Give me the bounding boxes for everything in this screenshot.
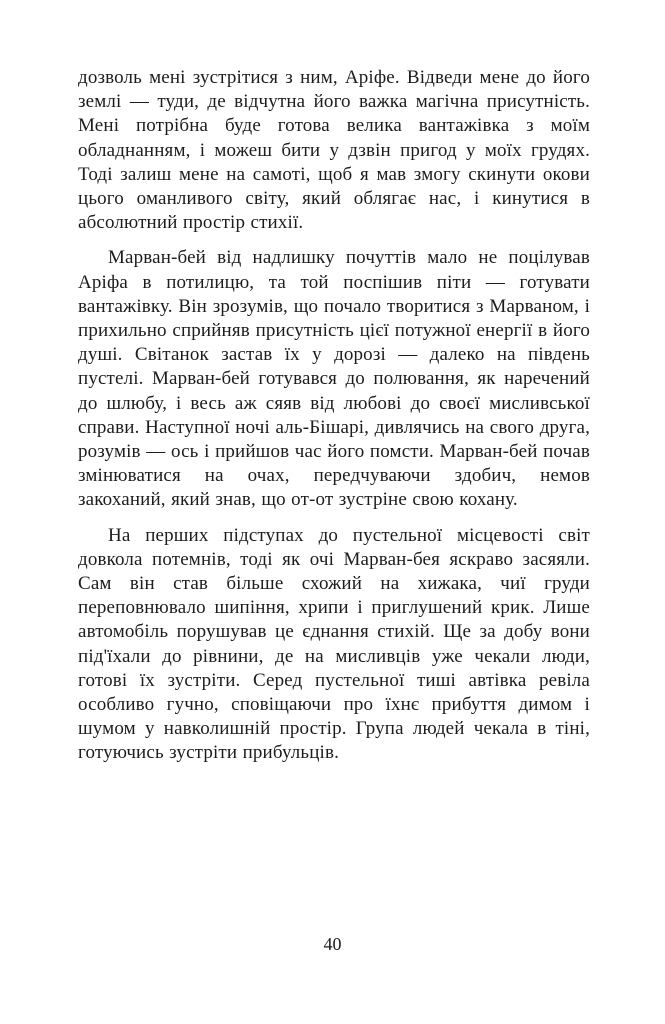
paragraph: Марван-бей від надлишку почуттів мало не поцілував Аріфа в потилицю, та той поспішив піти — готувати вантажівку. Він зрозумів, що почало творитися з Марваном, і прихильно сприйняв присутність цієї потужної енергії в його душі. Світанок застав їх у дорозі — далеко на південь пустелі. Марван-бей готувався до полювання, як наречений до шлюбу, і весь аж сяяв від любові до своєї мисливської справи. Наступної ночі аль-Бішарі, дивлячись на свого друга, розумів — ось і прийшов час його помсти. Марван-бей почав змінюватися на очах, передчуваючи здобич, немов закоханий, який знав, що от-от зустріне свою кохану.: [78, 247, 590, 511]
paragraph-continuation: дозволь мені зустрітися з ним, Аріфе. Відведи мене до його землі — туди, де відчутна його важка магічна присутність. Мені потрібна буде готова велика вантажівка з моїм обладнанням, і можеш бити у дзвін пригод у моїх грудях. Тоді залиш мене на самоті, щоб я мав змогу скинути окови цього оманливого світу, який облягає нас, і кинутися в абсолютний простір стихії.: [78, 67, 590, 234]
page-number: 40: [323, 934, 342, 954]
paragraph: На перших підступах до пустельної місцевості світ довкола потемнів, тоді як очі Марван-бея яскраво засяяли. Сам він став більше схожий на хижака, чиї груди переповнювало шипіння, хрипи і приглушений крик. Лише автомобіль порушував це єднання стихій. Ще за добу вони під'їхали до рівнини, де на мисливців уже чекали люди, готові їх зустріти. Серед пустельної тиші автівка ревіла особливо гучно, сповіщаючи про їхнє прибуття димом і шумом у навколишній простір. Група людей чекала в тіні, готуючись зустріти прибульців.: [78, 524, 590, 764]
text-block: [78, 66, 590, 766]
